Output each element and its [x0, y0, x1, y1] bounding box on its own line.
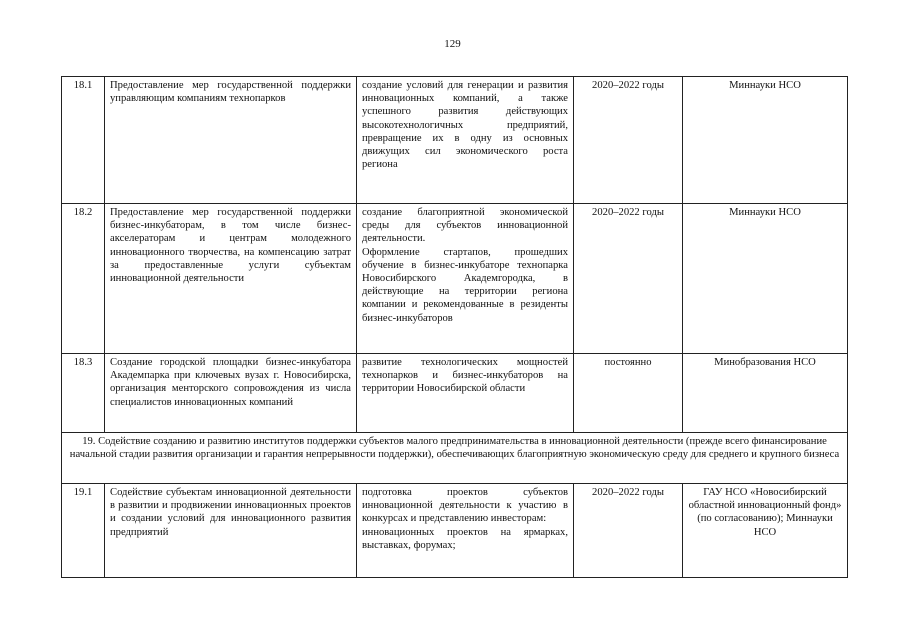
- table-row: [62, 204, 848, 354]
- row-number: 19.1: [62, 484, 105, 578]
- result-paragraph: подготовка проектов субъектов инновационной деятельности к участию в конкурсах и представлению инвесторам:: [362, 487, 568, 525]
- measure-cell: Содействие субъектам инновационной деятельности в развитии и продвижении инновационных проектов и создании условий для инновационного развития предприятий: [105, 484, 357, 578]
- table-row: [62, 354, 848, 433]
- result-paragraph: создание благоприятной экономической среды для субъектов инновационной деятельности.: [362, 207, 568, 245]
- table-row: [62, 77, 848, 204]
- executor-cell: Миннауки НСО: [683, 77, 848, 204]
- result-cell: [357, 77, 574, 204]
- measure-cell: Предоставление мер государственной поддержки бизнес-инкубаторам, в том числе бизнес-акселераторам и центрам молодежного инновационного творчества, на компенсацию затрат за предоставленные услуги субъектам инновационной деятельности: [105, 204, 357, 354]
- period-cell: 2020–2022 годы: [574, 77, 683, 204]
- measure-cell: Предоставление мер государственной поддержки управляющим компаниям технопарков: [105, 77, 357, 204]
- measure-cell: Создание городской площадки бизнес-инкубатора Академпарка при ключевых вузах г. Новосибирска, организация менторского сопровождения из числа специалистов инновационных компаний: [105, 354, 357, 433]
- result-cell: [357, 204, 574, 354]
- executor-cell: ГАУ НСО «Новосибирский областной инновационный фонд» (по согласованию); Миннауки НСО: [683, 484, 848, 578]
- measures-table: [61, 76, 848, 578]
- result-paragraph: инновационных проектов на ярмарках, выставках, форумах;: [362, 526, 568, 551]
- executor-cell: Миннауки НСО: [683, 204, 848, 354]
- row-number: 18.1: [62, 77, 105, 204]
- result-cell: [357, 484, 574, 578]
- executor-cell: Минобразования НСО: [683, 354, 848, 433]
- section-heading: 19. Содействие созданию и развитию институтов поддержки субъектов малого предпринимательства в инновационной деятельности (прежде всего финансирование начальной стадии развития организации и гарантия непрерывности поддержки), обеспечивающих благоприятную экономическую среду для среднего и крупного бизнеса: [62, 433, 848, 484]
- period-cell: 2020–2022 годы: [574, 484, 683, 578]
- page-number: 129: [444, 38, 461, 50]
- result-paragraph: создание условий для генерации и развития инновационных компаний, а также успешного развития действующих высокотехнологичных предприятий, превращение их в одну из основных движущих сил экономического роста региона: [362, 80, 568, 171]
- period-cell: 2020–2022 годы: [574, 204, 683, 354]
- result-paragraph: Оформление стартапов, прошедших обучение в бизнес-инкубаторе технопарка Новосибирского Академгородка, в действующие на территории региона компании и рекомендованные в резиденты бизнес-инкубаторов: [362, 246, 568, 324]
- result-cell: [357, 354, 574, 433]
- table-row: [62, 484, 848, 578]
- row-number: 18.2: [62, 204, 105, 354]
- result-paragraph: развитие технологических мощностей технопарков и бизнес-инкубаторов на территории Новосибирской области: [362, 357, 568, 395]
- section-row: [62, 433, 848, 484]
- period-cell: постоянно: [574, 354, 683, 433]
- row-number: 18.3: [62, 354, 105, 433]
